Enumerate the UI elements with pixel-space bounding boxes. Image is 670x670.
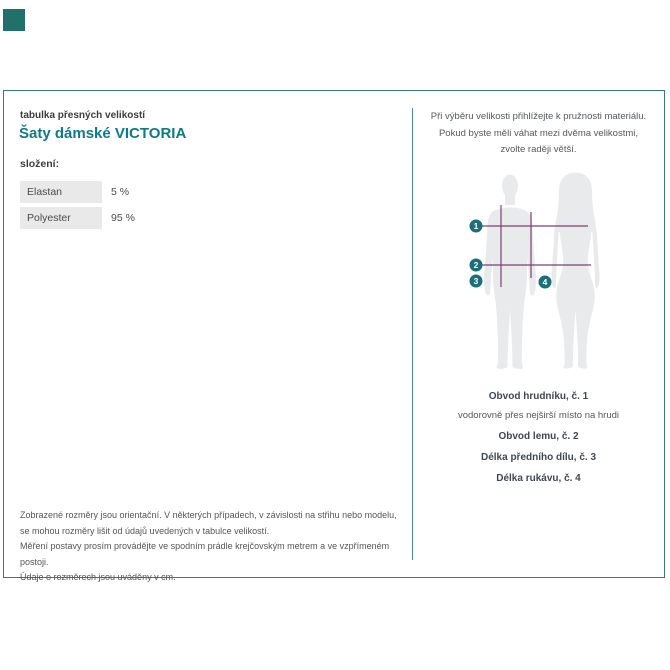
composition-row bbox=[20, 207, 220, 229]
advice-line: Pokud byste měli váhat mezi dvěma velikostmi, bbox=[438, 127, 639, 139]
composition-heading: složení: bbox=[20, 158, 60, 170]
footnote bbox=[20, 508, 410, 586]
male-silhouette bbox=[484, 175, 536, 370]
measurement-label-chest: Obvod hrudníku, č. 1 bbox=[488, 391, 589, 402]
footnote-line: se mohou rozměry lišit od údajů uvedených v tabulce velikostí. bbox=[20, 525, 270, 536]
composition-table bbox=[20, 181, 220, 233]
material-name: Polyester bbox=[20, 207, 102, 229]
footnote-line: Údaje o rozměrech jsou uváděny v cm. bbox=[20, 572, 176, 582]
product-title: Šaty dámské VICTORIA bbox=[19, 125, 187, 142]
measurement-figure bbox=[460, 165, 610, 377]
measurement-label-sleeve: Délka rukávu, č. 4 bbox=[496, 473, 581, 484]
marker-4-number: 4 bbox=[542, 277, 548, 287]
panel-divider bbox=[412, 108, 413, 560]
marker-1-icon bbox=[470, 220, 483, 233]
composition-row bbox=[20, 181, 220, 203]
logo-square-icon bbox=[3, 9, 25, 31]
advice-line: Při výběru velikosti přihlížejte k pružnosti materiálu. bbox=[430, 111, 647, 122]
size-advice bbox=[413, 109, 664, 159]
material-name: Elastan bbox=[20, 181, 102, 203]
female-silhouette bbox=[551, 173, 599, 369]
measurement-label-hem: Obvod lemu, č. 2 bbox=[498, 431, 579, 442]
measurement-label-front-length: Délka předního dílu, č. 3 bbox=[480, 452, 597, 463]
table-subtitle: tabulka přesných velikostí bbox=[20, 110, 146, 121]
material-percent: 5 % bbox=[111, 186, 130, 198]
material-percent: 95 % bbox=[111, 212, 135, 224]
marker-1-number: 1 bbox=[473, 221, 479, 231]
advice-line: zvolte raději větší. bbox=[500, 144, 577, 155]
footnote-line: Měření postavy prosím provádějte ve spodním prádle krejčovským metrem a ve vzpřímeném postoji. bbox=[20, 541, 390, 567]
footnote-line: Zobrazené rozměry jsou orientační. V některých případech, v závislosti na střihu nebo modelu, bbox=[20, 510, 397, 520]
marker-2-icon bbox=[470, 259, 483, 272]
marker-3-number: 3 bbox=[473, 276, 479, 286]
marker-3-icon bbox=[470, 275, 483, 288]
measurement-sublabel-chest: vodorovně přes nejširší místo na hrudi bbox=[457, 410, 620, 421]
marker-4-icon bbox=[539, 276, 552, 289]
marker-2-number: 2 bbox=[473, 260, 479, 270]
